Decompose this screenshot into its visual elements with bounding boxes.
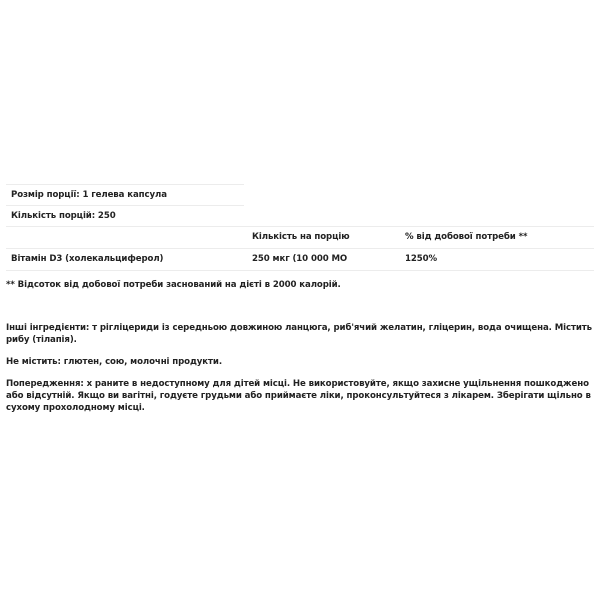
footnote: ** Відсоток від добової потреби заснований на дієті в 2000 калорій. xyxy=(6,280,341,290)
header-amount: Кількість на порцію xyxy=(252,232,350,242)
servings-count: Кількість порцій: 250 xyxy=(11,211,116,221)
nutrient-amount: 250 мкг (10 000 МО xyxy=(252,254,348,264)
divider xyxy=(6,248,594,249)
divider xyxy=(6,270,594,271)
divider xyxy=(6,184,244,185)
serving-size: Розмір порції: 1 гелева капсула xyxy=(11,190,167,200)
divider xyxy=(6,226,594,227)
divider xyxy=(6,205,244,206)
free-from-text: Не містить: глютен, сою, молочні продукти. xyxy=(6,357,223,367)
nutrient-name: Вітамін D3 (холекальциферол) xyxy=(11,254,164,264)
warning-text: Попередження: х раните в недоступному для дітей місці. Не використовуйте, якщо захисне ущільнення пошкоджено або відсутній. Якщо ви вагітні, годуєте грудьми або приймаєте ліки, проконсультуйтеся з лікарем. Зберігати щільно в сухому прохолодному місці. xyxy=(6,379,591,413)
nutrient-daily-value: 1250% xyxy=(405,254,438,264)
ingredients-text: Інші інгредієнти: т рігліцериди із середньою довжиною ланцюга, риб'ячий желатин, гліцерин, вода очищена. Містить рибу (тілапія). xyxy=(6,323,593,345)
header-daily-value: % від добової потреби ** xyxy=(405,232,528,242)
